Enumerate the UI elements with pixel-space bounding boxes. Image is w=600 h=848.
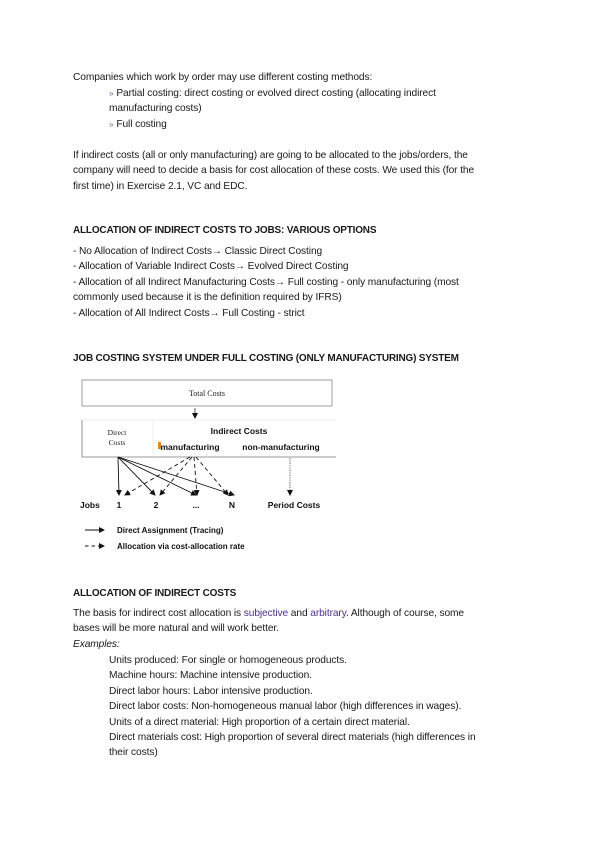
examples-list: [109, 653, 529, 761]
heading-allocation-indirect-costs: ALLOCATION OF INDIRECT COSTS: [73, 588, 237, 599]
svg-text:Total Costs: Total Costs: [188, 389, 226, 398]
example-item: their costs): [109, 747, 158, 759]
non-manufacturing-label: non-manufacturing: [242, 442, 320, 452]
option-item: - Allocation of all Indirect Manufacturing Costs→ Full costing - only manufacturing (most: [73, 276, 459, 288]
job-n: N: [228, 500, 236, 510]
example-item: Machine hours: Machine intensive production.: [109, 670, 312, 682]
intro-lead: Companies which work by order may use different costing methods:: [73, 72, 373, 83]
heading-various-options: ALLOCATION OF INDIRECT COSTS TO JOBS: VARIOUS OPTIONS: [73, 225, 377, 236]
svg-text:Costs: Costs: [108, 438, 126, 447]
indirect-costs-label: Indirect Costs: [210, 426, 268, 436]
bullet-icon: »: [109, 89, 114, 98]
highlight-arbitrary: arbitrary: [310, 608, 346, 619]
jobs-row: [80, 500, 320, 510]
option-item: - Allocation of All Indirect Costs→ Full Costing - strict: [73, 307, 305, 319]
intro-bullet-2: » Full costing: [109, 119, 167, 130]
cost-split-box: [82, 420, 336, 457]
legend-allocation-rate: Allocation via cost-allocation rate: [117, 542, 245, 551]
job-2: 2: [153, 500, 159, 510]
example-item: Units of a direct material: High proportion of a certain direct material.: [109, 716, 410, 728]
example-item: Direct materials cost: High proportion of several direct materials (high differences in: [109, 732, 476, 744]
legend-direct-assignment: Direct Assignment (Tracing): [117, 526, 224, 535]
manufacturing-label: manufacturing: [160, 442, 220, 452]
jobs-label: Jobs: [80, 500, 100, 510]
job-ellipsis: ...: [192, 500, 200, 510]
option-item: - Allocation of Variable Indirect Costs→ Evolved Direct Costing: [73, 261, 349, 273]
total-costs-box: [82, 380, 332, 406]
heading-job-costing-system: JOB COSTING SYSTEM UNDER FULL COSTING (ONLY MANUFACTURING) SYSTEM: [73, 353, 459, 364]
paragraph-allocation-basis: If indirect costs (all or only manufacturing) are going to be allocated to the jobs/orders, the company will need to decide a basis for cost allocation of these costs. We used this (for the first time) in Exercise 2.1, VC and EDC.: [73, 150, 475, 192]
period-costs-label: Period Costs: [267, 500, 321, 510]
example-item: Units produced: For single or homogeneous products.: [109, 655, 347, 666]
highlight-subjective: subjective: [243, 608, 289, 619]
example-item: Direct labor hours: Labor intensive production.: [109, 685, 313, 697]
job-1: 1: [116, 500, 122, 510]
diagram-legend: [85, 526, 245, 551]
intro-bullet-1: » Partial costing: direct costing or evolved direct costing (allocating indirect manufacturing costs): [109, 88, 436, 115]
option-item: - No Allocation of Indirect Costs→ Classic Direct Costing: [73, 246, 323, 257]
direct-costs-label: Direct: [107, 428, 127, 437]
example-item: Direct labor costs: Non-homogeneous manual labor (high differences in wages).: [109, 701, 462, 713]
allocation-paragraph: The basis for indirect cost allocation is subjective and arbitrary. Although of course, some bases will be more natural and will work better. Examples:: [73, 606, 533, 652]
examples-label: Examples:: [73, 638, 120, 650]
bullet-icon: »: [109, 120, 114, 129]
allocation-arrows: [125, 457, 228, 495]
option-item: commonly used because it is the definition required by IFRS): [73, 292, 342, 304]
